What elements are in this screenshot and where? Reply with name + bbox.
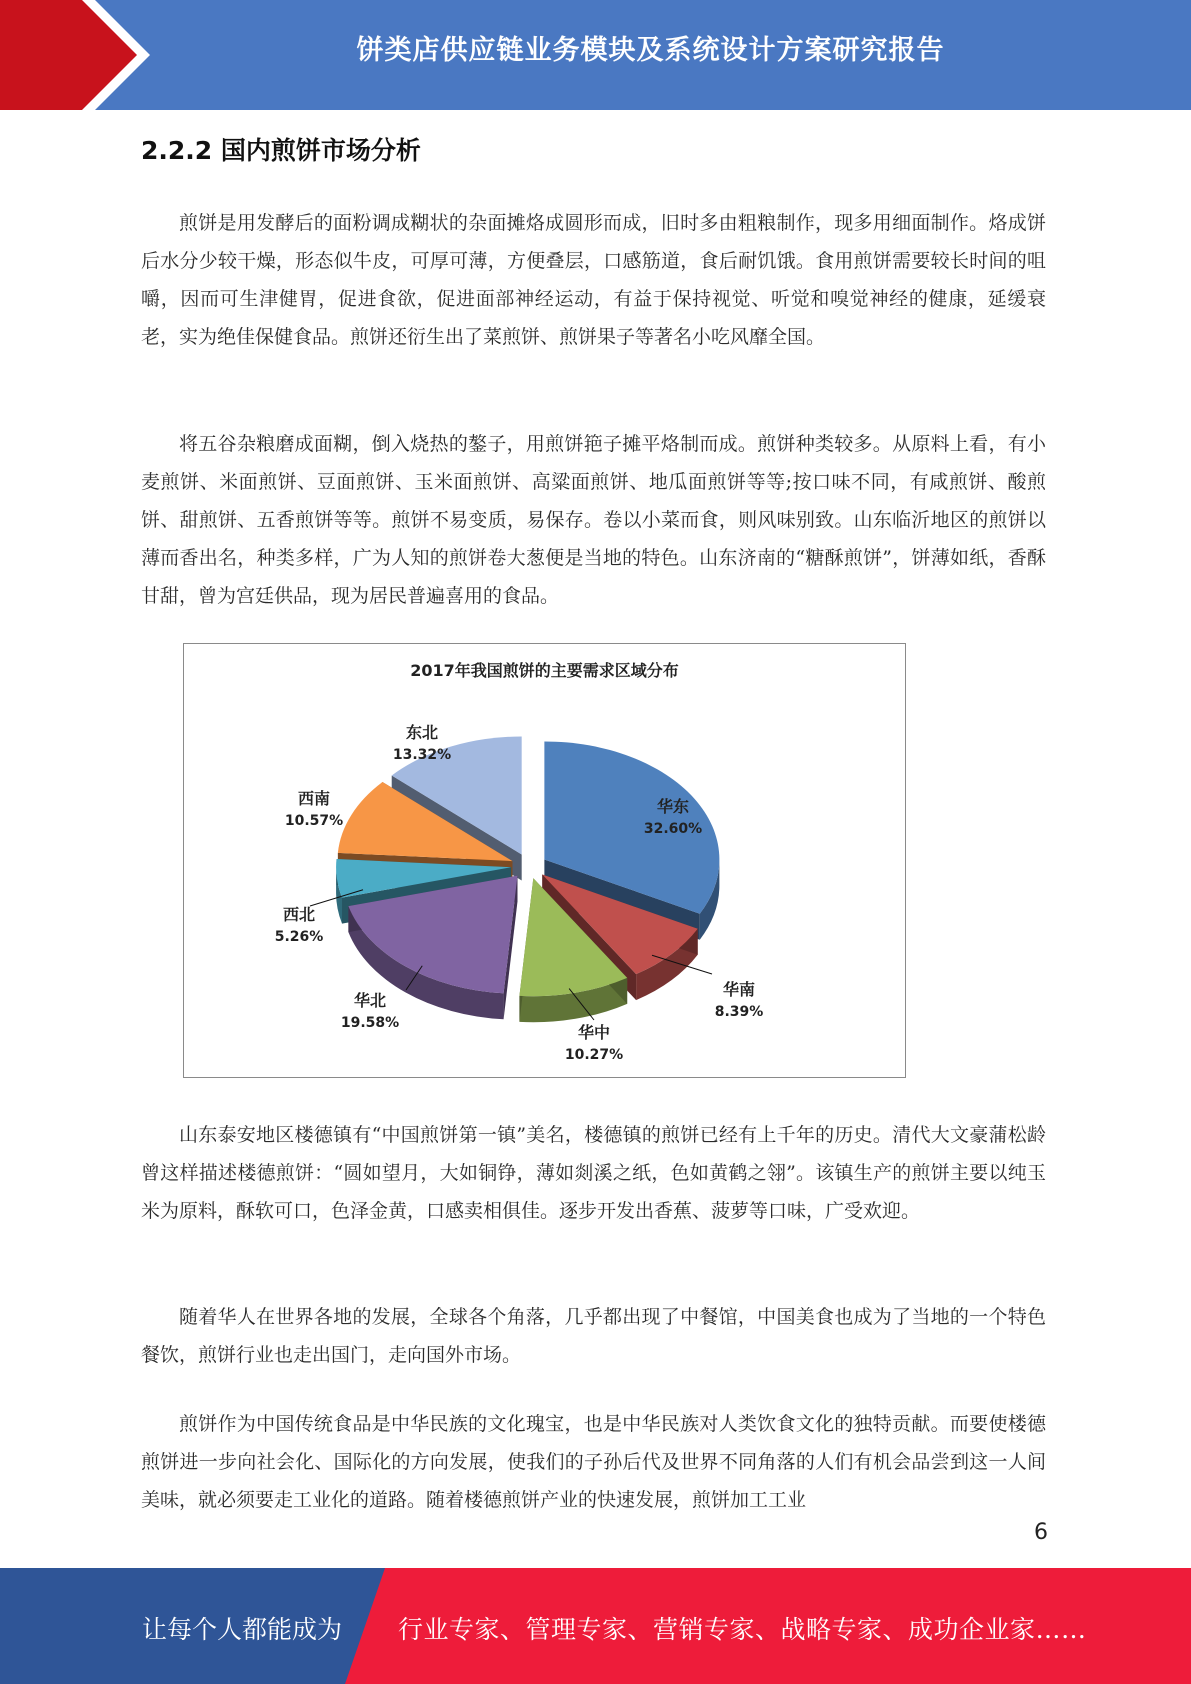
section-heading: 2.2.2 国内煎饼市场分析	[141, 136, 421, 165]
chart-title: 2017年我国煎饼的主要需求区域分布	[410, 661, 679, 680]
slice-label-xinan: 西南 10.57%	[284, 789, 344, 829]
paragraph-1: 煎饼是用发酵后的面粉调成糊状的杂面摊烙成圆形而成，旧时多由粗粮制作，现多用细面制作。烙成饼后水分少较干燥，形态似牛皮，可厚可薄，方便叠层，口感筋道，食后耐饥饿。食用煎饼需要较长时间的咀嚼，因而可生津健胃，促进食欲，促进面部神经运动，有益于保持视觉、听觉和嗅觉神经的健康，延缓衰老，实为绝佳保健食品。煎饼还衍生出了菜煎饼、煎饼果子等著名小吃风靡全国。	[141, 212, 1046, 348]
paragraph-2: 将五谷杂粮磨成面糊，倒入烧热的鏊子，用煎饼筢子摊平烙制而成。煎饼种类较多。从原料上看，有小麦煎饼、米面煎饼、豆面煎饼、玉米面煎饼、高粱面煎饼、地瓜面煎饼等等;按口味不同，有咸煎饼、酸煎饼、甜煎饼、五香煎饼等等。煎饼不易变质，易保存。卷以小菜而食，则风味别致。山东临沂地区的煎饼以薄而香出名，种类多样，广为人知的煎饼卷大葱便是当地的特色。山东济南的“糖酥煎饼”，饼薄如纸，香酥甘甜，曾为宫廷供品，现为居民普遍喜用的食品。	[141, 433, 1046, 607]
slice-label-huadong: 华东 32.60%	[643, 797, 703, 837]
page-footer	[0, 1568, 1191, 1684]
footer-slogan-left: 让每个人都能成为	[142, 1615, 343, 1644]
slice-label-xibei: 西北 5.26%	[274, 905, 324, 945]
slice-label-huanan: 华南 8.39%	[714, 980, 764, 1020]
pie-chart	[183, 643, 906, 1078]
paragraph-3: 山东泰安地区楼德镇有“中国煎饼第一镇”美名，楼德镇的煎饼已经有上千年的历史。清代大文豪蒲松龄曾这样描述楼德煎饼：“圆如望月，大如铜铮，薄如剡溪之纸，色如黄鹤之翎”。该镇生产的煎饼主要以纯玉米为原料，酥软可口，色泽金黄，口感卖相俱佳。逐步开发出香蕉、菠萝等口味，广受欢迎。	[141, 1124, 1046, 1222]
paragraph-5: 煎饼作为中国传统食品是中华民族的文化瑰宝，也是中华民族对人类饮食文化的独特贡献。而要使楼德煎饼进一步向社会化、国际化的方向发展，使我们的子孙后代及世界不同角落的人们有机会品尝到这一人间美味，就必须要走工业化的道路。随着楼德煎饼产业的快速发展，煎饼加工工业	[141, 1413, 1046, 1511]
footer-slogan-right: 行业专家、管理专家、营销专家、战略专家、成功企业家……	[398, 1615, 1087, 1644]
page-header	[0, 0, 1191, 110]
slice-label-huazhong: 华中 10.27%	[564, 1023, 624, 1063]
slice-label-dongbei: 东北 13.32%	[392, 723, 452, 763]
header-title: 饼类店供应链业务模块及系统设计方案研究报告	[356, 35, 945, 66]
slice-label-huabei: 华北 19.58%	[340, 991, 400, 1031]
paragraph-4: 随着华人在世界各地的发展，全球各个角落，几乎都出现了中餐馆，中国美食也成为了当地的一个特色餐饮，煎饼行业也走出国门，走向国外市场。	[141, 1306, 1046, 1366]
pie-chart-canvas	[184, 644, 905, 1077]
page-number: 6	[1034, 1520, 1048, 1545]
